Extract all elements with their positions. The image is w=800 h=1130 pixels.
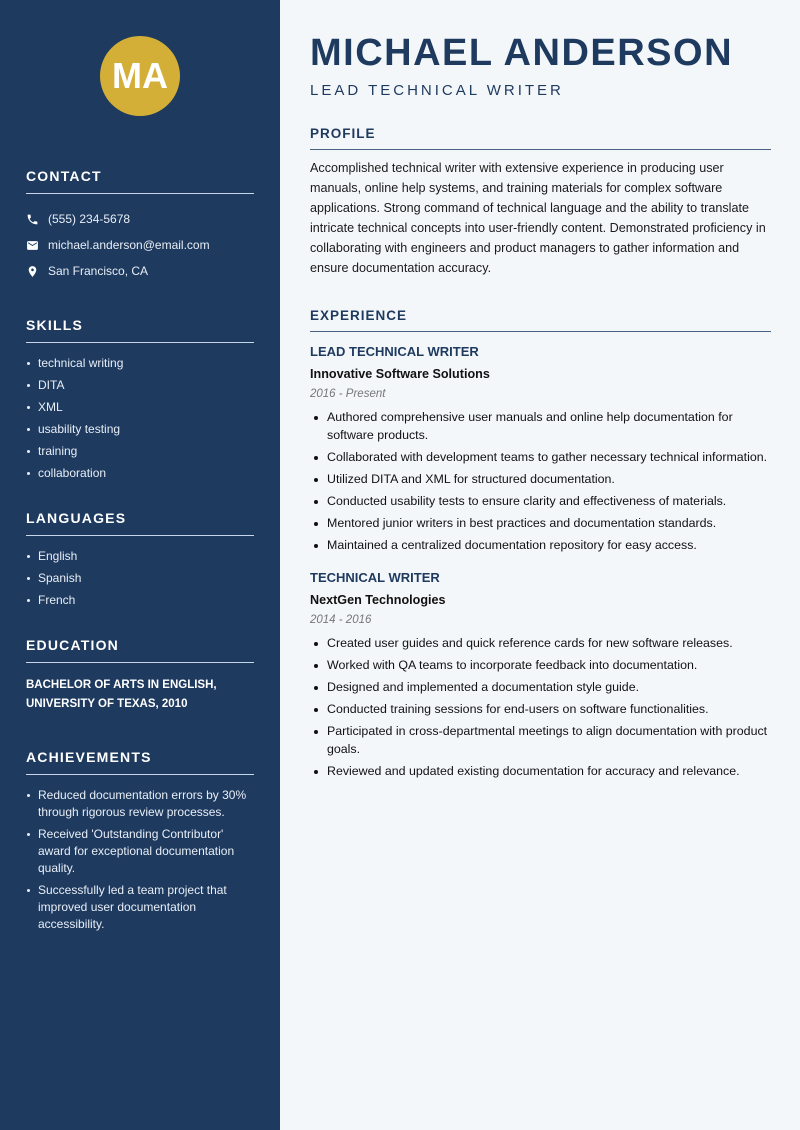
job-bullet: Utilized DITA and XML for structured documentation.	[310, 471, 771, 489]
education-section	[26, 637, 254, 713]
job-bullet: Mentored junior writers in best practices and documentation standards.	[310, 515, 771, 533]
job-entry	[310, 570, 771, 780]
profile-heading: PROFILE	[310, 126, 771, 150]
job-company: Innovative Software Solutions	[310, 367, 490, 381]
job-bullet: Conducted training sessions for end-users on software functionalities.	[310, 701, 771, 719]
experience-heading: EXPERIENCE	[310, 308, 771, 332]
candidate-title: LEAD TECHNICAL WRITER	[310, 82, 564, 99]
contact-email	[26, 232, 254, 258]
achievement-item: Successfully led a team project that improved user documentation accessibility.	[26, 882, 254, 933]
email-icon	[26, 239, 39, 252]
achievements-section	[26, 749, 254, 933]
job-bullet: Reviewed and updated existing documentation for accuracy and relevance.	[310, 763, 771, 781]
skill-item: XML	[26, 399, 254, 416]
skills-list	[26, 355, 254, 482]
job-bullet: Authored comprehensive user manuals and online help documentation for software products.	[310, 409, 771, 444]
phone-icon	[26, 213, 39, 226]
languages-heading: LANGUAGES	[26, 510, 254, 536]
language-item: French	[26, 592, 254, 609]
job-dates: 2014 - 2016	[310, 614, 372, 626]
languages-list	[26, 548, 254, 609]
skills-section	[26, 317, 254, 482]
skills-heading: SKILLS	[26, 317, 254, 343]
job-bullet: Conducted usability tests to ensure clarity and effectiveness of materials.	[310, 493, 771, 511]
languages-section	[26, 510, 254, 609]
language-item: English	[26, 548, 254, 565]
job-bullet: Maintained a centralized documentation repository for easy access.	[310, 537, 771, 555]
language-item: Spanish	[26, 570, 254, 587]
job-title: TECHNICAL WRITER	[310, 570, 440, 585]
skill-item: usability testing	[26, 421, 254, 438]
location-pin-icon	[26, 265, 39, 278]
candidate-name: MICHAEL ANDERSON	[310, 32, 734, 74]
education-school: UNIVERSITY OF TEXAS, 2010	[26, 698, 188, 710]
skill-item: collaboration	[26, 465, 254, 482]
job-bullet: Created user guides and quick reference cards for new software releases.	[310, 635, 771, 653]
sidebar	[0, 0, 280, 1130]
job-dates: 2016 - Present	[310, 388, 386, 400]
job-entry	[310, 344, 771, 554]
profile-summary: Accomplished technical writer with extensive experience in producing user manuals, online help systems, and training materials for complex software applications. Strong command of technical language and the ability to translate intricate technical concepts into user-friendly content. Demonstrated proficiency in collaborating with engineers and product managers to gather information and ensure documentation accuracy.	[310, 161, 766, 275]
skill-item: DITA	[26, 377, 254, 394]
job-bullets	[310, 409, 771, 554]
job-bullet: Participated in cross-departmental meetings to align documentation with product goals.	[310, 723, 771, 758]
education-heading: EDUCATION	[26, 637, 254, 663]
contact-heading: CONTACT	[26, 168, 254, 194]
job-title: LEAD TECHNICAL WRITER	[310, 344, 479, 359]
job-bullet: Collaborated with development teams to gather necessary technical information.	[310, 449, 771, 467]
achievement-item: Received 'Outstanding Contributor' award for exceptional documentation quality.	[26, 826, 254, 877]
achievements-list	[26, 787, 254, 933]
achievement-item: Reduced documentation errors by 30% through rigorous review processes.	[26, 787, 254, 821]
job-bullets	[310, 635, 771, 780]
achievements-heading: ACHIEVEMENTS	[26, 749, 254, 775]
email-text[interactable]: michael.anderson@email.com	[48, 238, 210, 252]
job-bullet: Worked with QA teams to incorporate feedback into documentation.	[310, 657, 771, 675]
location-text: San Francisco, CA	[48, 264, 149, 278]
job-company: NextGen Technologies	[310, 593, 446, 607]
contact-location	[26, 258, 254, 284]
job-bullet: Designed and implemented a documentation style guide.	[310, 679, 771, 697]
education-degree: BACHELOR OF ARTS IN ENGLISH,	[26, 679, 217, 691]
avatar: MA	[100, 36, 180, 116]
contact-phone	[26, 206, 254, 232]
skill-item: training	[26, 443, 254, 460]
main-content	[280, 0, 800, 1130]
skill-item: technical writing	[26, 355, 254, 372]
contact-section	[26, 168, 254, 284]
phone-text[interactable]: (555) 234-5678	[48, 212, 131, 226]
